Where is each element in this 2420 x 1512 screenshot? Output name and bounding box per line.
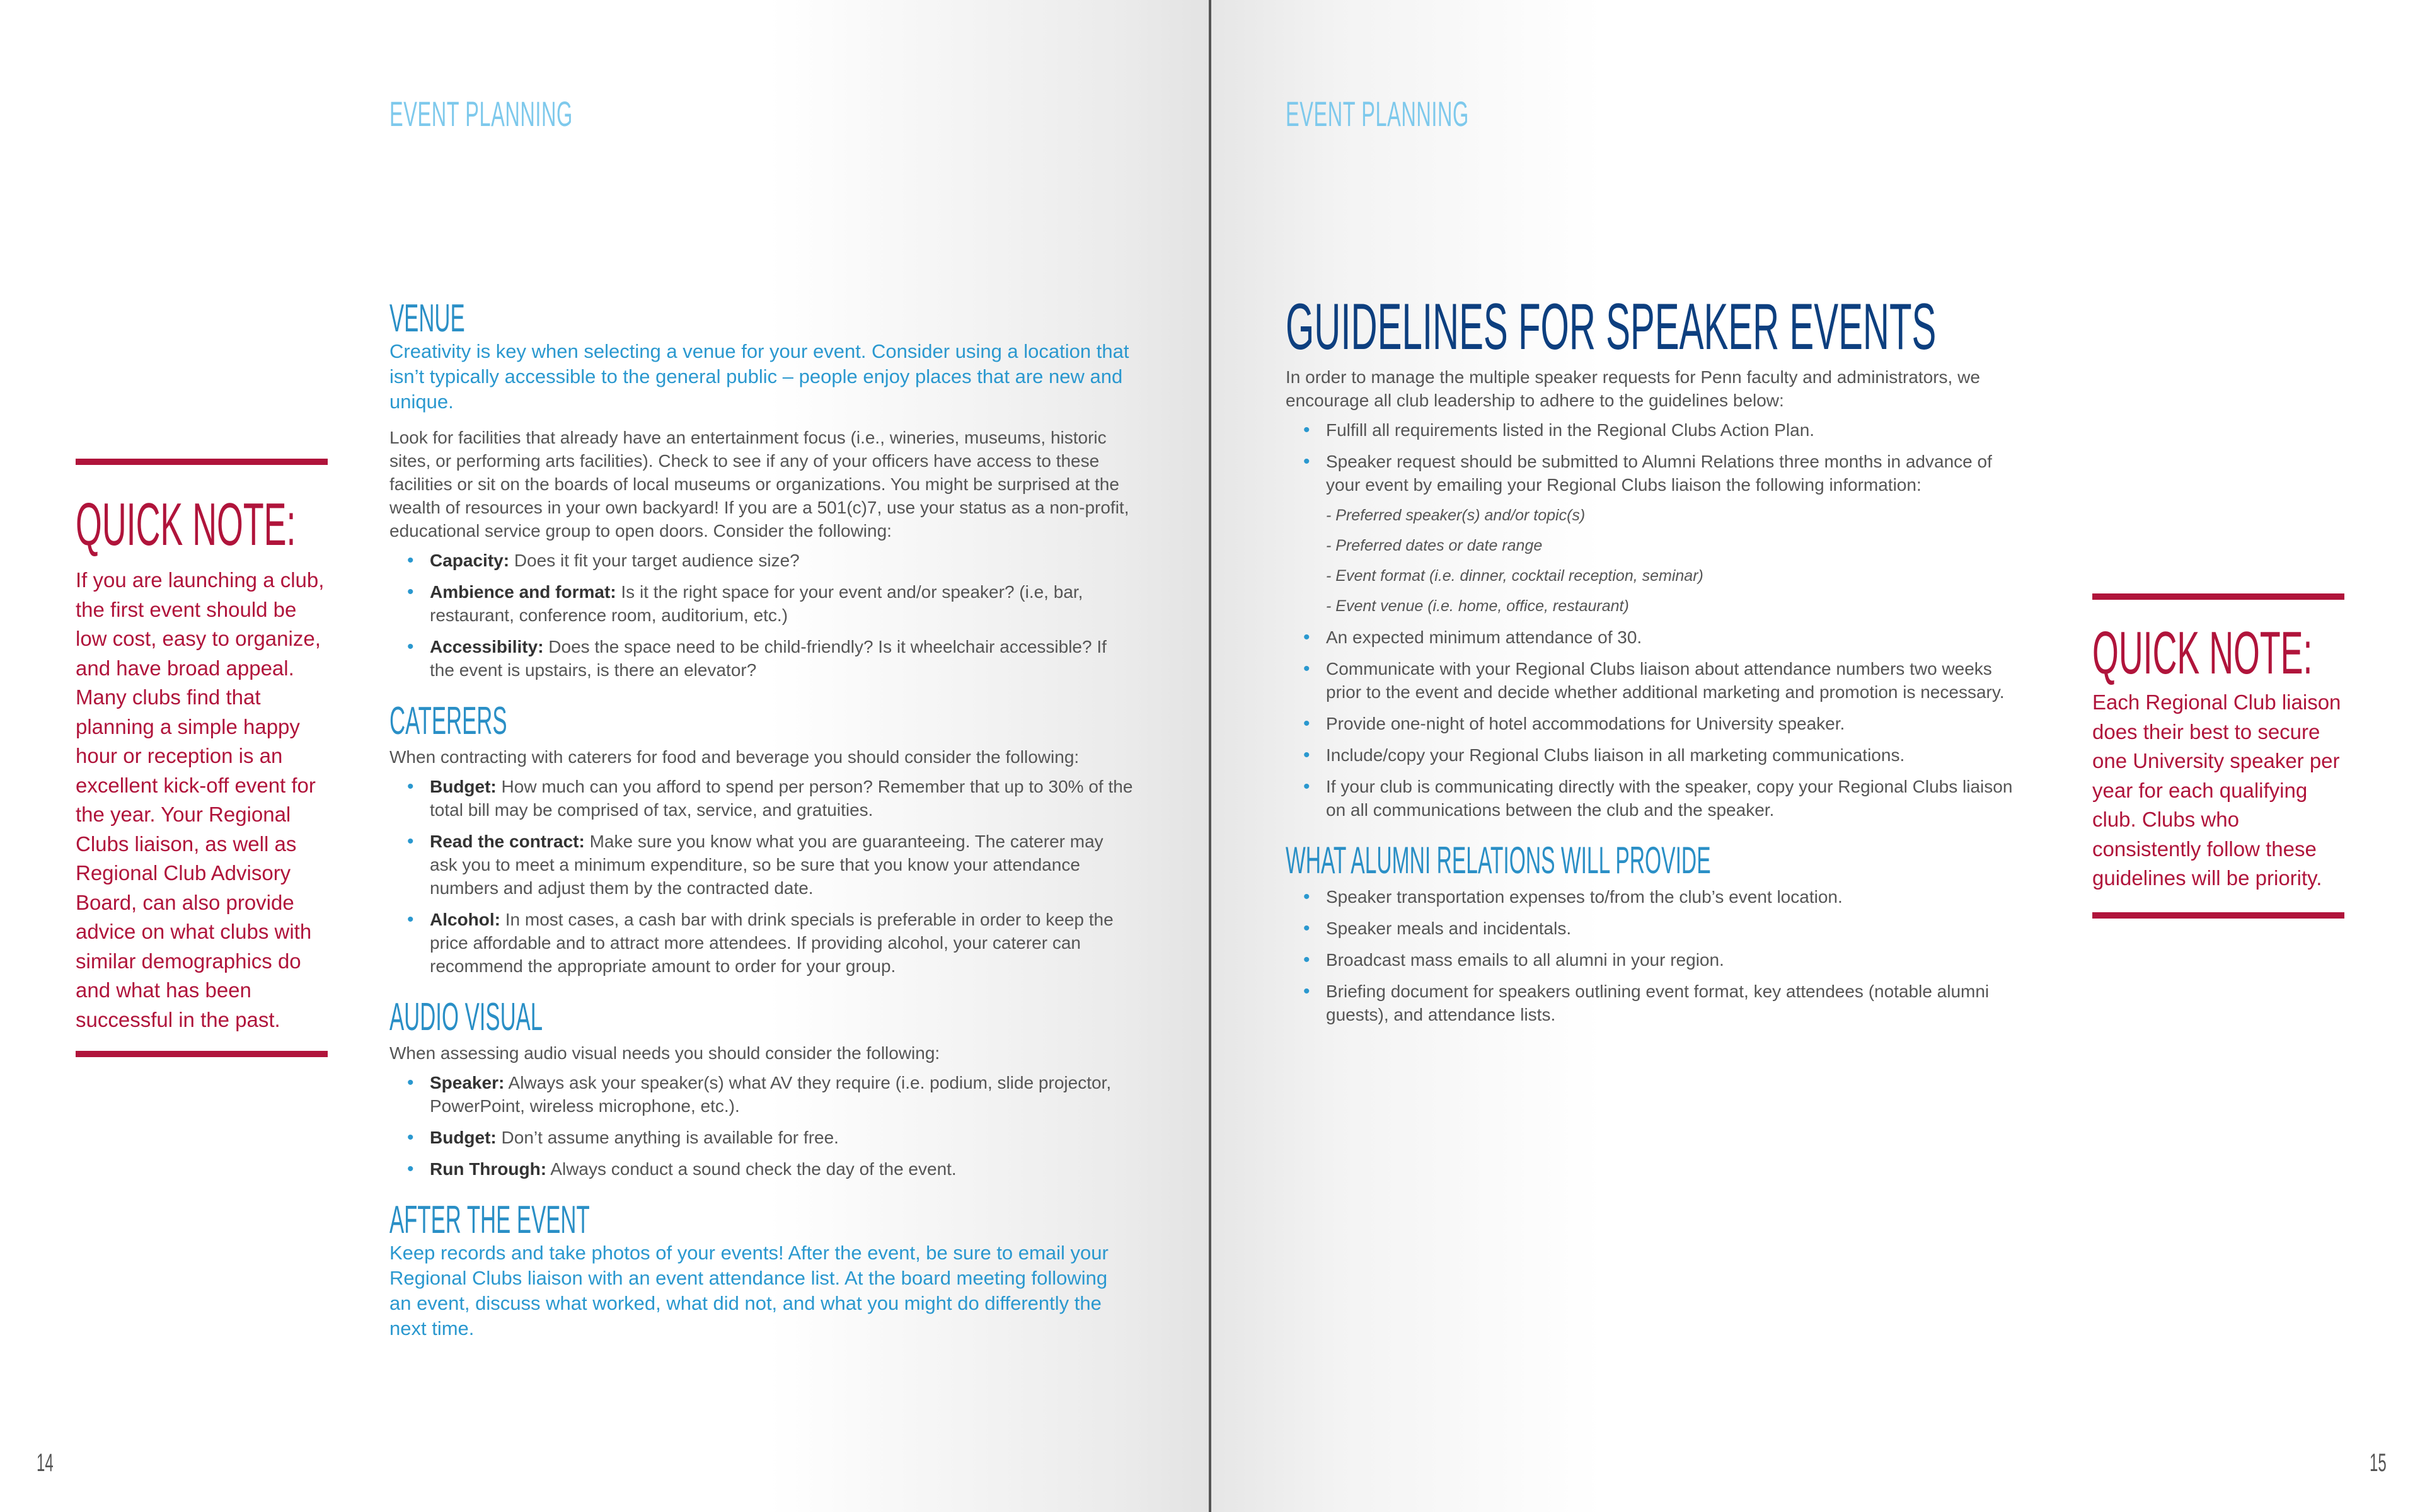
section-header: EVENT PLANNING — [1286, 94, 1469, 134]
guidelines-list-continued — [1286, 626, 2017, 822]
bullet-icon: • — [407, 636, 414, 657]
list-item: • Accessibility: Does the space need to be child-friendly? Is it wheelchair accessible? If the event is upstairs, is there an elevator? — [407, 636, 1107, 680]
caterers-body: When contracting with caterers for food and beverage you should consider the following: — [389, 747, 1080, 767]
quick-note-right — [2092, 593, 2420, 919]
bullet-icon: • — [1303, 745, 1310, 765]
page-number-left: 14 — [37, 1449, 54, 1477]
list-item: • Ambience and format: Is it the right space for your event and/or speaker? (i.e, bar, restaurant, conference room, auditorium, etc.) — [407, 581, 1083, 625]
venue-body: Look for facilities that already have an entertainment focus (i.e., wineries, museums, historic sites, or performing arts facilities). Check to see if any of your officers have access to these facilities or sit on the boards of local museums or organizations. You might be surprised at the wealth of resources in your own backyard! If you are a 501(c)7, use your status as a non-profit, educational service group to open doors. Consider the following: — [389, 428, 1129, 541]
list-item: • Provide one-night of hotel accommodations for University speaker. — [1303, 713, 1845, 734]
list-item: • Budget: Don’t assume anything is available for free. — [407, 1127, 839, 1148]
after-event-heading: AFTER THE EVENT — [389, 1198, 590, 1242]
sublist-item: - Preferred dates or date range — [1326, 537, 1543, 554]
quick-note-title: QUICK NOTE: — [76, 491, 296, 558]
left-page — [0, 0, 1209, 1512]
audio-visual-list — [389, 1071, 1133, 1181]
quick-note-text: If you are launching a club, the first event should be low cost, easy to organize, and have broad appeal. Many clubs find that planning a simple happy hour or reception is an excellent kick-off event for the year. Your Regional Clubs liaison, as well as Regional Club Advisory Board, can also provide advice on what clubs with similar demographics do and what has been successful in the past. — [76, 568, 325, 1031]
bullet-icon: • — [1303, 713, 1310, 734]
bullet-icon: • — [407, 1127, 414, 1148]
list-item: • Briefing document for speakers outlining event format, key attendees (notable alumni guests), and attendance lists. — [1303, 981, 1990, 1024]
note-rule-top — [76, 459, 328, 465]
bullet-icon: • — [407, 581, 414, 602]
bullet-icon: • — [1303, 420, 1310, 440]
list-item: • Include/copy your Regional Clubs liaison in all marketing communications. — [1303, 745, 1905, 765]
list-item: • Budget: How much can you afford to spend per person? Remember that up to 30% of the total bill may be comprised of tax, service, and gratuities. — [407, 776, 1133, 820]
list-item: • An expected minimum attendance of 30. — [1303, 627, 1642, 648]
quick-note-title: QUICK NOTE: — [2092, 619, 2313, 687]
note-rule-bottom — [2092, 912, 2344, 919]
bullet-icon: • — [1303, 886, 1310, 907]
bullet-icon: • — [407, 909, 414, 930]
right-page — [1211, 0, 2420, 1512]
bullet-icon: • — [407, 1072, 414, 1093]
list-item: • Speaker meals and incidentals. — [1303, 918, 1572, 939]
list-item: • Communicate with your Regional Clubs liaison about attendance numbers two weeks prior to the event and decide whether additional marketing and promotion is necessary. — [1303, 658, 2005, 702]
list-item: • Run Through: Always conduct a sound check the day of the event. — [407, 1159, 957, 1179]
page-number-right: 15 — [2370, 1449, 2387, 1477]
list-item: • Speaker request should be submitted to Alumni Relations three months in advance of your event by emailing your Regional Clubs liaison the following information: — [1303, 451, 1992, 495]
intro-text: In order to manage the multiple speaker requests for Penn faculty and administrators, we encourage all club leadership to adhere to the guidelines below: — [1286, 367, 1980, 410]
sublist-item: - Event venue (i.e. home, office, restaurant) — [1326, 597, 1629, 615]
sublist-item: - Event format (i.e. dinner, cocktail reception, seminar) — [1326, 567, 1703, 585]
bullet-icon: • — [1303, 627, 1310, 648]
list-item: • Read the contract: Make sure you know what you are guaranteeing. The caterer may ask you to meet a minimum expenditure, so be sure that you know your attendance numbers and adjust them by the contracted date. — [407, 831, 1103, 898]
bullet-icon: • — [1303, 776, 1310, 797]
caterers-heading: CATERERS — [389, 699, 507, 743]
note-rule-top — [2092, 593, 2344, 600]
speaker-request-sublist — [1286, 505, 2017, 617]
list-item: • Fulfill all requirements listed in the Regional Clubs Action Plan. — [1303, 420, 1815, 440]
venue-heading: VENUE — [389, 297, 465, 340]
provide-heading: WHAT ALUMNI RELATIONS WILL PROVIDE — [1286, 839, 1711, 881]
bullet-icon: • — [1303, 981, 1310, 1002]
audio-visual-heading: AUDIO VISUAL — [389, 995, 543, 1039]
list-item: • Speaker transportation expenses to/from the club’s event location. — [1303, 886, 1843, 907]
list-item: • Capacity: Does it fit your target audience size? — [407, 550, 800, 571]
list-item: • Alcohol: In most cases, a cash bar with drink specials is preferable in order to keep the price affordable and to attract more attendees. If providing alcohol, your caterer can recommend the appropriate amount to order for your group. — [407, 909, 1114, 976]
quick-note-text: Each Regional Club liaison does their best to secure one University speaker per year for each qualifying club. Clubs who consistently follow these guidelines will be priority. — [2092, 690, 2341, 890]
venue-list — [389, 549, 1133, 682]
caterers-list — [389, 775, 1133, 978]
bullet-icon: • — [1303, 918, 1310, 939]
left-column — [389, 296, 1133, 1341]
list-item: • If your club is communicating directly with the speaker, copy your Regional Clubs liaison on all communications between the club and the speaker. — [1303, 776, 2013, 820]
after-event-lead: Keep records and take photos of your events! After the event, be sure to email your Regional Clubs liaison with an event attendance list. At the board meeting following an event, discuss what worked, what did not, and what you might do differently the next time. — [389, 1242, 1109, 1339]
list-item: • Speaker: Always ask your speaker(s) what AV they require (i.e. podium, slide projector, PowerPoint, wireless microphone, etc.). — [407, 1072, 1112, 1116]
guidelines-list — [1286, 418, 2017, 496]
bullet-icon: • — [407, 1159, 414, 1179]
note-rule-bottom — [76, 1051, 328, 1057]
section-header: EVENT PLANNING — [389, 94, 573, 134]
audio-visual-body: When assessing audio visual needs you should consider the following: — [389, 1043, 940, 1063]
bullet-icon: • — [1303, 451, 1310, 472]
bullet-icon: • — [1303, 949, 1310, 970]
list-item: • Broadcast mass emails to all alumni in your region. — [1303, 949, 1724, 970]
bullet-icon: • — [1303, 658, 1310, 679]
provide-list — [1286, 885, 2017, 1026]
sublist-item: - Preferred speaker(s) and/or topic(s) — [1326, 507, 1586, 524]
bullet-icon: • — [407, 776, 414, 797]
right-column — [1286, 290, 2017, 1034]
page-title: GUIDELINES FOR SPEAKER EVENTS — [1286, 290, 1937, 364]
bullet-icon: • — [407, 550, 414, 571]
bullet-icon: • — [407, 831, 414, 852]
venue-lead: Creativity is key when selecting a venue for your event. Consider using a location that isn’t typically accessible to the general public – people enjoy places that are new and unique. — [389, 340, 1129, 413]
